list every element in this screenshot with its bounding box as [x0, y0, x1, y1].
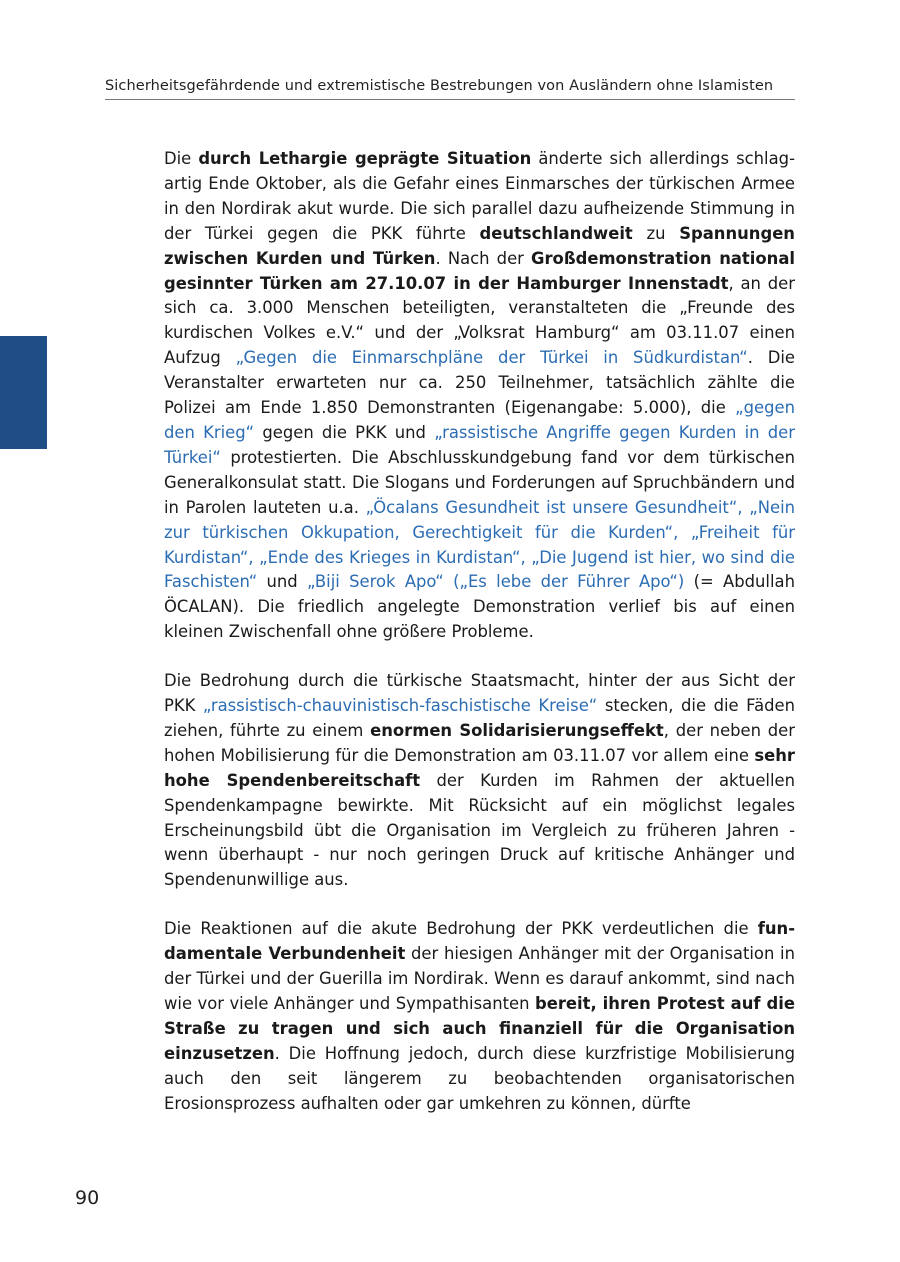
text-run: . Die Veranstalter erwarteten nur ca. 250 Teilnehmer, tatsächlich zählte die Polizei am Ende 1.850 Demonstranten (Eigenangabe: 5.000), die: [164, 348, 795, 418]
quoted-slogan: „Biji Serok Apo“ („Es lebe der Führer Apo“): [307, 572, 685, 592]
text-run: (= Abdullah ÖCALAN). Die friedlich angelegte Demonstration verlief bis auf einen kleinen Zwischenfall ohne größere Probleme.: [164, 572, 795, 642]
paragraph-3: [164, 917, 795, 1116]
text-run: Die Reaktionen auf die akute Bedrohung der PKK verdeutlichen die: [164, 919, 758, 939]
text-run: der Kurden im Rahmen der aktuellen Spendenkampagne bewirkte. Mit Rücksicht auf ein möglichst legales Erscheinungsbild übt die Organisation im Vergleich zu früheren Jahren - wenn überhaupt - nur noch geringen Druck auf kritische Anhänger und Spendenunwillige aus.: [164, 770, 796, 890]
emphasis-text: enormen Solidarisierungseffekt: [370, 720, 664, 740]
emphasis-text: fundamentale Verbundenheit: [164, 919, 795, 964]
emphasis-text: sehr hohe Spendenbereitschaft: [164, 745, 795, 790]
quoted-slogan: „rassistische Angriffe gegen Kurden in der Türkei“: [164, 422, 795, 467]
body-text: [164, 147, 795, 1141]
running-header: Sicherheitsgefährdende und extremistische Bestrebungen von Ausländern ohne Islamisten: [105, 78, 774, 94]
text-run: , an der sich ca. 3.000 Menschen beteiligten, veranstalteten die „Freunde des kurdischen Volkes e.V.“ und der „Volksrat Hamburg“ am 03.11.07 einen Aufzug: [164, 273, 795, 368]
page-number: 90: [75, 1187, 100, 1209]
text-run: , der neben der hohen Mobilisierung für die Demonstration am 03.11.07 vor allem eine: [164, 720, 795, 765]
text-run: zu: [632, 223, 680, 243]
emphasis-text: Großdemonstration national gesinnter Türken am 27.10.07 in der Hamburger Innenstadt: [164, 248, 795, 293]
quoted-slogan: „Öcalans Gesundheit ist unsere Gesundheit“, „Nein zur türkischen Okkupation, Gerechtigkeit für die Kurden“, „Freiheit für Kurdistan“, „Ende des Krieges in Kurdistan“, „Die Jugend ist hier, wo sind die Faschisten“: [164, 497, 796, 592]
text-run: . Nach der: [435, 248, 532, 268]
text-run: . Die Hoffnung jedoch, durch diese kurzfristige Mobilisierung auch den seit längerem zu beobachtenden organisatorischen Erosionsprozess aufhalten oder gar umkehren zu können, dürfte: [164, 1043, 795, 1113]
quoted-slogan: „Gegen die Einmarschpläne der Türkei in Südkurdistan“: [235, 348, 748, 368]
text-run: Die Bedrohung durch die türkische Staatsmacht, hinter der aus Sicht der PKK: [164, 671, 795, 716]
paragraph-1: [164, 147, 795, 645]
emphasis-text: durch Lethargie geprägte Situation: [198, 149, 532, 168]
emphasis-text: Spannungen zwischen Kurden und Türken: [164, 223, 795, 268]
text-run: der hiesigen Anhänger mit der Organisation in der Türkei und der Guerilla im Nordirak. Wenn es darauf ankommt, sind nach wie vor viele Anhänger und Sympathisanten: [164, 944, 795, 1013]
quoted-slogan: „rassistisch-chauvinistisch-faschistische Kreise“: [202, 696, 598, 716]
quoted-slogan: „gegen den Krieg“: [164, 398, 795, 442]
text-run: Die: [164, 149, 199, 168]
text-run: protestierten. Die Abschlusskundgebung fand vor dem türkischen Generalkonsulat statt. Die Slogans und Forderungen auf Spruchbändern und in Parolen lauteten u.a.: [164, 447, 795, 517]
emphasis-text: deutschlandweit: [479, 223, 633, 243]
chapter-side-tab: [0, 336, 47, 449]
paragraph-2: [164, 669, 795, 893]
text-run: stecken, die die Fäden ziehen, führte zu einem: [164, 696, 796, 740]
header-rule: [105, 99, 795, 100]
text-run: gegen die PKK und: [254, 422, 435, 442]
text-run: änderte sich allerdings schlagartig Ende Oktober, als die Gefahr eines Einmarsches der türkischen Armee in den Nordirak akut wurde. Die sich parallel dazu aufheizende Stimmung in der Türkei gegen die PKK führte: [164, 149, 795, 243]
text-run: und: [257, 572, 307, 592]
emphasis-text: bereit, ihren Protest auf die Straße zu tragen und sich auch finanziell für die Organisation einzusetzen: [164, 994, 795, 1063]
